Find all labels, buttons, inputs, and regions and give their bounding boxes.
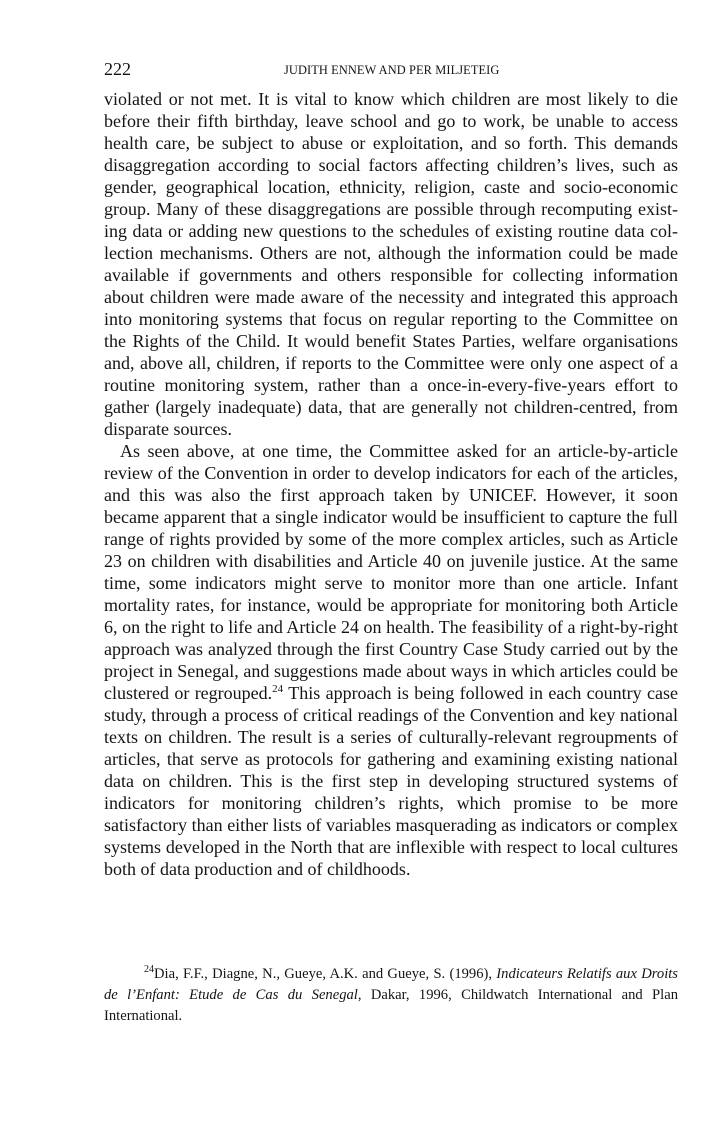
footnote-number: 24 — [144, 964, 154, 976]
paragraph-2 — [104, 440, 678, 880]
running-head — [104, 58, 678, 88]
body-text — [104, 88, 678, 880]
page-content — [104, 58, 678, 880]
running-title: JUDITH ENNEW AND PER MILJETEIG — [284, 63, 500, 77]
footnote — [104, 964, 678, 1027]
paragraph-1: violated or not met. It is vital to know which children are most likely to die before their fifth birthday, leave school and go to work, be unable to access health care, be subject to abuse or exploitation, and so forth. This demands disaggregation according to social factors affecting children’s lives, such as gender, geographical location, ethnicity, religion, caste and socio-economic group. Many of these disaggregations are possible through recomputing existing data or adding new questions to the schedules of existing routine data collection mechanisms. Others are not, although the information could be made available if governments and others responsible for collecting information about children were made aware of the necessity and integrated this approach into monitoring systems that focus on regular reporting to the Committee on the Rights of the Child. It would benefit States Parties, welfare organisations and, above all, children, if reports to the Committee were only one aspect of a routine monitoring system, rather than a once-in-every-five-years effort to gather (largely inadequate) data, that are generally not children-centred, from disparate sources. — [104, 89, 678, 439]
footnote-title: Indicateurs Relatifs aux Droits de l’Enfant: Etude de Cas du Senegal — [104, 966, 678, 1003]
paragraph-2-part-2: This approach is being followed in each country case study, through a process of critical readings of the Convention and key national texts on children. The result is a series of culturally-relevant regroupments of articles, that serve as protocols for gathering and examining existing national data on children. This is the first step in developing structured systems of indicators for monitoring children’s rights, which promise to be more satisfactory than either lists of variables masquerading as indicators or complex systems developed in the North that are inflexible with respect to local cultures both of data production and of childhoods. — [104, 683, 679, 879]
footnote-marker: 24 — [272, 683, 284, 695]
footnote-authors: Dia, F.F., Diagne, N., Gueye, A.K. and Gueye, S. (1996), — [154, 966, 497, 982]
footnote-rest: , Dakar, 1996, Childwatch International and Plan International. — [104, 987, 678, 1024]
page-number: 222 — [104, 59, 131, 79]
paragraph-2-part-1: As seen above, at one time, the Committee asked for an article-by-article review of the Convention in order to develop indicators for each of the articles, and this was also the first approach taken by UNICEF. However, it soon became apparent that a single indicator would be insufficient to capture the full range of rights provided by some of the more complex articles, such as Article 23 on children with disabilities and Article 40 on juvenile justice. At the same time, some indicators might serve to monitor more than one article. Infant mortality rates, for instance, would be appropriate for monitoring both Article 6, on the right to life and Article 24 on health. The feasibility of a right-by-right approach was analyzed through the first Country Case Study carried out by the project in Senegal, and suggestions made about ways in which articles could be clustered or regrouped. — [104, 441, 678, 703]
